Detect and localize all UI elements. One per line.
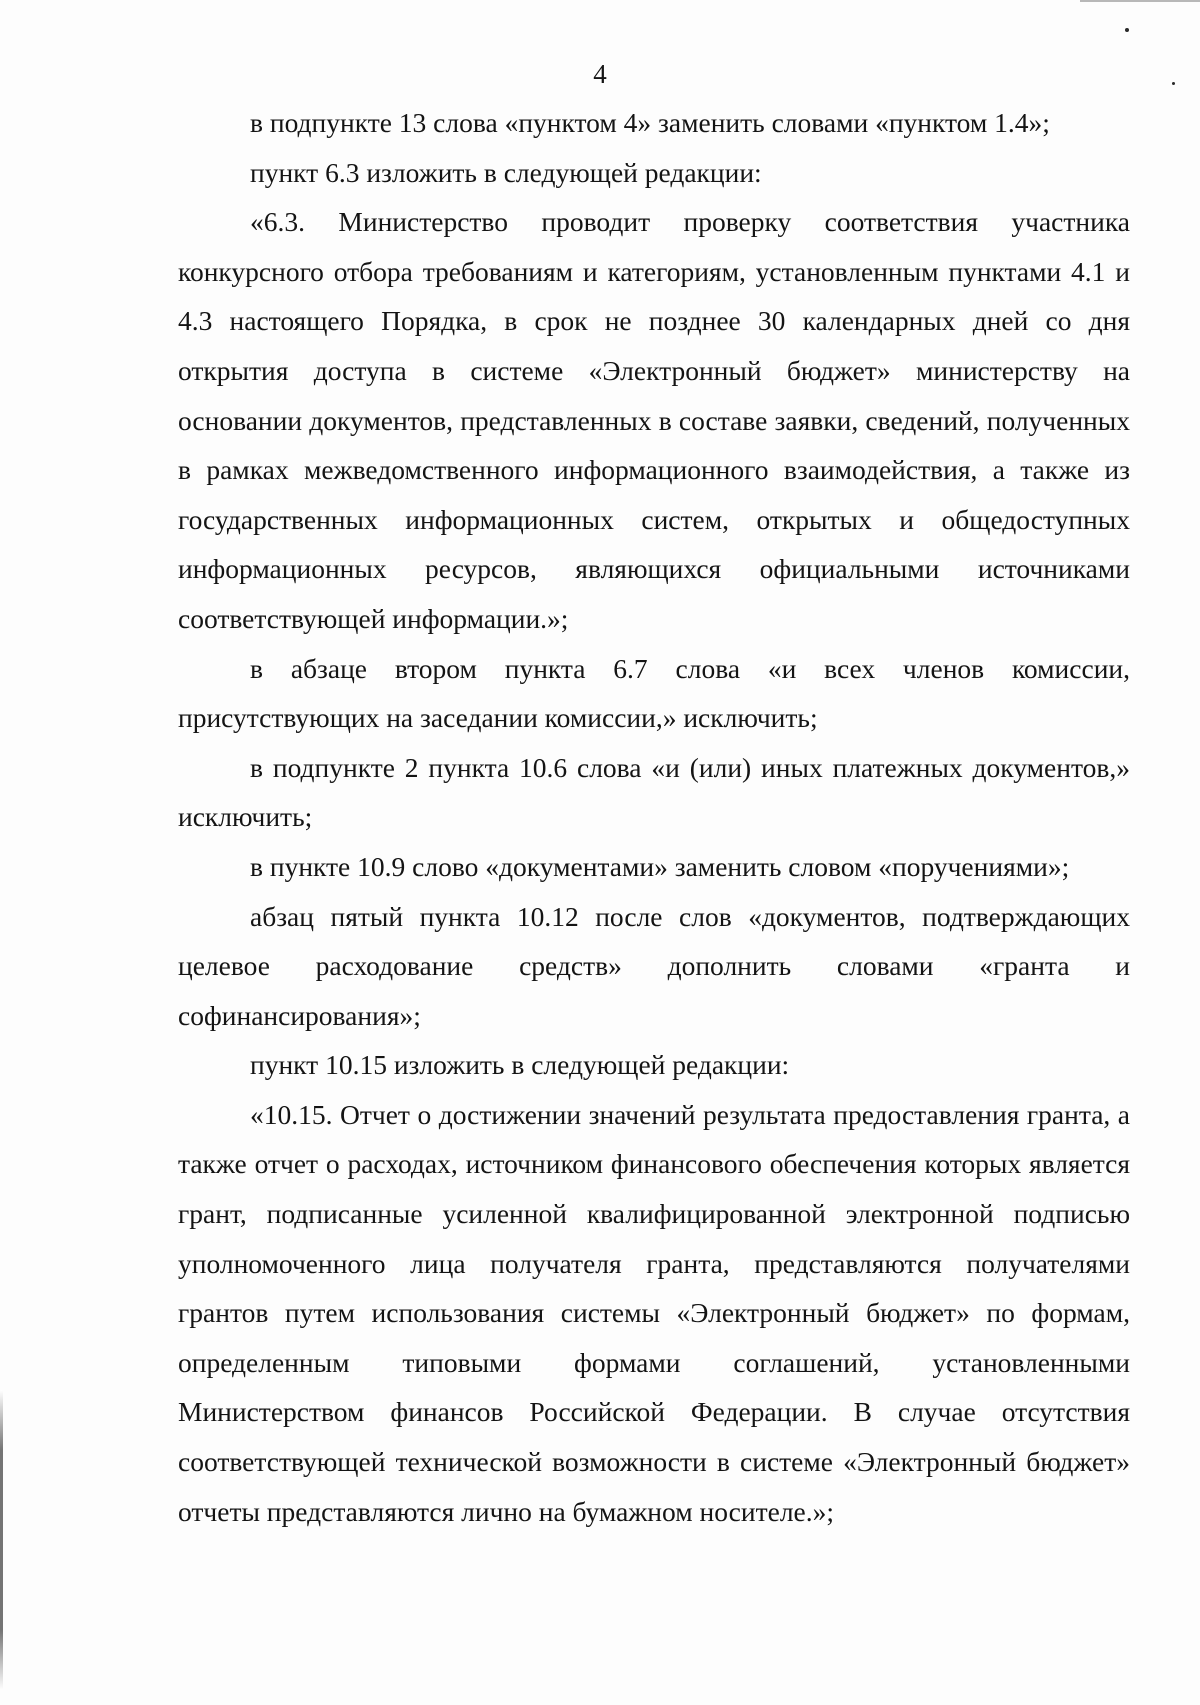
paragraph: «10.15. Отчет о достижении значений результата предоставления гранта, а также отчет о расходах, источником финансового обеспечения которых является грант, подписанные усиленной квалифицированной электронной подписью уполномоченного лица получателя гранта, представляются получателями грантов путем использования системы «Электронный бюджет» по формам, определенным типовыми формами соглашений, установленными Министерством финансов Российской Федерации. В случае отсутствия соответствующей технической возможности в системе «Электронный бюджет» отчеты представляются лично на бумажном носителе.»; [178, 1098, 1130, 1527]
scan-edge-left [0, 1390, 3, 1690]
paragraph: в абзаце втором пункта 6.7 слова «и всех членов комиссии, присутствующих на заседании комиссии,» исключить; [178, 652, 1130, 734]
paragraph: в пункте 10.9 слово «документами» заменить словом «поручениями»; [250, 850, 1070, 882]
paragraph: в подпункте 13 слова «пунктом 4» заменить словами «пунктом 1.4»; [250, 107, 1050, 138]
paragraph: в подпункте 2 пункта 10.6 слова «и (или) иных платежных документов,» исключить; [178, 751, 1130, 833]
paragraph: пункт 6.3 изложить в следующей редакции: [250, 156, 762, 188]
document-body [178, 98, 1130, 1536]
paragraph: абзац пятый пункта 10.12 после слов «документов, подтверждающих целевое расходование средств» дополнить словами «гранта и софинансирования»; [178, 900, 1130, 1031]
paragraph: пункт 10.15 изложить в следующей редакции: [250, 1049, 790, 1081]
paragraph: «6.3. Министерство проводит проверку соответствия участника конкурсного отбора требованиям и категориям, установленным пунктами 4.1 и 4.3 настоящего Порядка, в срок не позднее 30 календарных дней со дня открытия доступа в системе «Электронный бюджет» министерству на основании документов, представленных в составе заявки, сведений, полученных в рамках межведомственного информационного взаимодействия, а также из государственных информационных систем, открытых и общедоступных информационных ресурсов, являющихся официальными источниками соответствующей информации.»; [178, 206, 1130, 634]
page-number: 4 [593, 59, 607, 89]
scan-speck [1125, 28, 1129, 32]
scan-edge-top [1080, 0, 1200, 2]
